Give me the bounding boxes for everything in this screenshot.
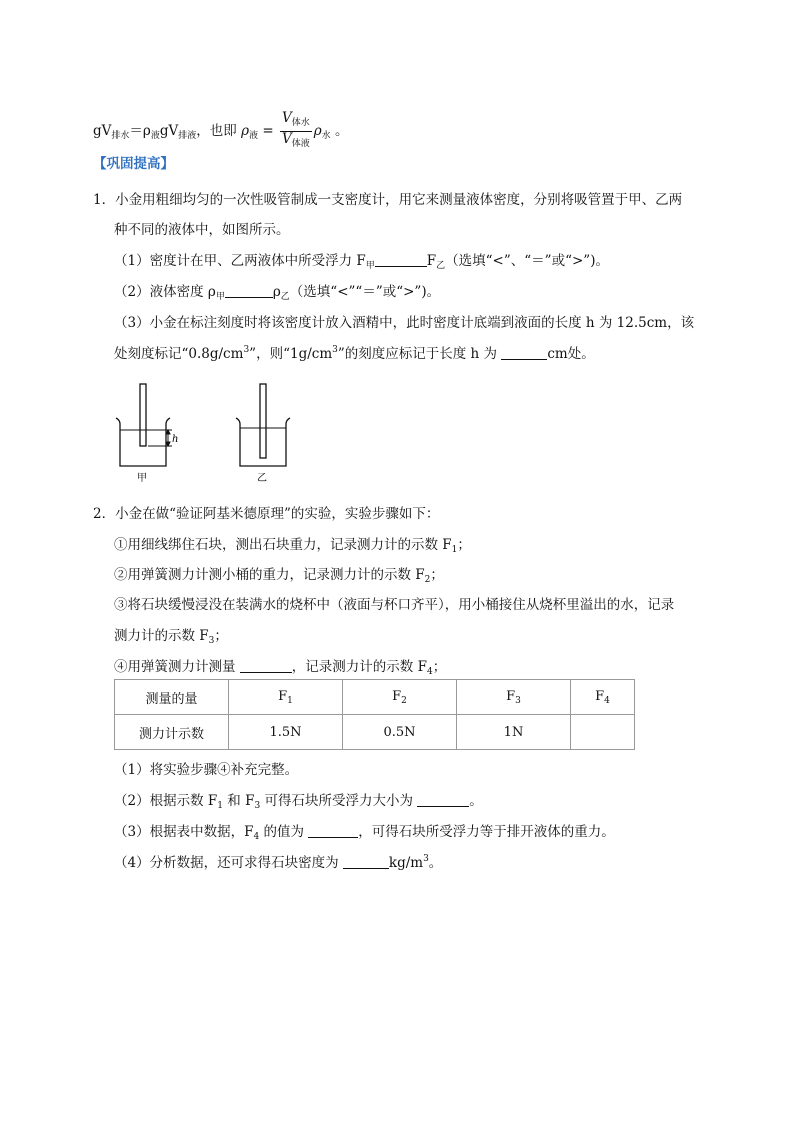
q2-stem: 2．小金在做“验证阿基米德原理”的实验，实验步骤如下： <box>93 506 440 522</box>
q1-part1-sub: 甲 <box>365 261 375 271</box>
q2-step4-text: ，记录测力计的示数 F <box>291 659 427 675</box>
q2-answer4-text: kg/m <box>388 855 424 871</box>
beaker-jia <box>116 418 170 466</box>
q1-part2 <box>114 280 440 302</box>
q2-step1-end: ； <box>457 537 471 553</box>
straw-yi <box>260 384 266 458</box>
formula-sub: 液 <box>150 131 160 141</box>
fraction-numerator: V <box>281 110 292 126</box>
figure-label-yi: 乙 <box>257 473 267 484</box>
measurement-table <box>114 679 635 750</box>
q1-part2-text: ρ <box>272 284 281 300</box>
q1-part2-text: （选填“<”“＝”或“>”)。 <box>289 284 441 300</box>
q1-part3-sup: 3 <box>243 345 250 355</box>
q1-part3-text: cm处。 <box>547 346 595 362</box>
q2-step2 <box>114 563 444 585</box>
q2-answer4 <box>114 851 442 871</box>
q2-answer2-text: （2）根据示数 F <box>114 793 218 809</box>
q1-part1-text: F <box>426 253 437 269</box>
table-header-cell: 测量的量 <box>115 680 229 715</box>
q2-answer2-text: 可得石块所受浮力大小为 <box>260 793 418 809</box>
answer-blank[interactable] <box>417 794 469 807</box>
formula-line <box>93 111 348 152</box>
q2-step1-sub: 1 <box>451 545 458 555</box>
q2-step2-text: ②用弹簧测力计测小桶的重力，记录测力计的示数 F <box>114 567 425 583</box>
table-cell: 测力计示数 <box>115 715 229 750</box>
q2-answer3-text: （3）根据表中数据，F <box>114 824 254 840</box>
q2-step4-end: ； <box>432 659 447 675</box>
q1-part3-sup: 3 <box>332 345 338 355</box>
formula-sub: 体水 <box>291 118 310 128</box>
q2-step3-line1: ③将石块缓慢浸没在装满水的烧杯中（液面与杯口齐平），用小桶接住从烧杯里溢出的水，记录 <box>114 597 675 613</box>
table-cell-empty[interactable] <box>571 715 635 750</box>
answer-blank[interactable] <box>375 254 427 267</box>
q1-part2-sub: 甲 <box>215 292 225 302</box>
hydrometer-figure <box>110 382 300 486</box>
q2-answer2-text: 。 <box>469 793 483 809</box>
q2-step2-sub: 2 <box>424 575 431 585</box>
table-cell: 1.5N <box>229 715 343 750</box>
q1-stem-line1: 1．小金用粗细均匀的一次性吸管制成一支密度计，用它来测量液体密度，分别将吸管置于甲、乙两 <box>93 192 683 208</box>
formula-end: 。 <box>330 123 349 139</box>
fraction-denominator: V <box>281 131 292 147</box>
answer-blank[interactable] <box>343 856 389 869</box>
q2-answer1: （1）将实验步骤④补充完整。 <box>114 762 299 778</box>
q2-answer3 <box>114 820 615 842</box>
formula-sub: 体液 <box>291 139 310 149</box>
formula-rho: ρ <box>313 123 322 139</box>
q2-step1-text: ①用细线绑住石块，测出石块重力，记录测力计的示数 F <box>114 537 452 553</box>
formula-sub: 水 <box>321 131 331 141</box>
q1-part3-text: ”的刻度应标记于长度 h 为 <box>337 346 502 362</box>
q2-answer2-sub: 3 <box>254 801 261 811</box>
q2-answer2-text: 和 F <box>222 793 255 809</box>
formula-g: g <box>159 123 169 139</box>
q1-part3-text: ”，则“1g/cm <box>249 346 333 362</box>
formula-eq: ＝ρ <box>129 123 151 139</box>
table-header-cell: $F_3$ <box>457 680 571 715</box>
formula-sub: 排液 <box>178 131 197 141</box>
formula-eq: = <box>258 123 278 139</box>
straw-jia <box>140 384 146 446</box>
answer-blank[interactable] <box>501 347 547 360</box>
q1-part3-line1: （3）小金在标注刻度时将该密度计放入酒精中，此时密度计底端到液面的长度 h 为 12.5cm，该 <box>114 315 695 331</box>
q1-stem-line2: 种不同的液体中，如图所示。 <box>114 222 290 238</box>
q2-answer3-text: ，可得石块所受浮力等于排开液体的重力。 <box>358 824 615 840</box>
formula-sub: 液 <box>249 131 259 141</box>
q1-part3-line2 <box>114 342 595 362</box>
q2-answer3-sub: 4 <box>253 832 260 842</box>
answer-blank[interactable] <box>308 825 358 838</box>
table-cell: 1N <box>457 715 571 750</box>
beaker-yi <box>236 418 290 466</box>
q2-answer3-text: 的值为 <box>259 824 309 840</box>
table-header-cell: $F_4$ <box>571 680 635 715</box>
q2-answer4-sup: 3 <box>423 854 429 864</box>
table-cell: 0.5N <box>343 715 457 750</box>
q1-part1-text: （选填“<”、“＝”或“>”)。 <box>445 253 609 269</box>
h-dimension-arrow <box>148 430 172 446</box>
q1-part1 <box>114 249 609 271</box>
q1-part1-text: （1）密度计在甲、乙两液体中所受浮力 F <box>114 253 366 269</box>
q1-part2-text: （2）液体密度 ρ <box>114 284 216 300</box>
q2-step4 <box>114 655 446 677</box>
formula-g: g <box>93 123 102 139</box>
q2-step4-sub: 4 <box>426 667 433 677</box>
formula-rho: ρ <box>241 123 250 139</box>
table-row <box>115 715 635 750</box>
table-header-row <box>115 680 635 715</box>
formula-v: V <box>168 123 179 139</box>
q2-step3-sub: 3 <box>208 636 215 646</box>
q2-answer2 <box>114 789 483 811</box>
q2-step2-end: ； <box>430 567 444 583</box>
q2-answer2-sub: 1 <box>217 801 223 811</box>
q2-step1 <box>114 533 471 555</box>
q2-step3-end: ； <box>214 628 228 644</box>
q2-step3-text: 测力计的示数 F <box>114 628 209 644</box>
q1-part3-text: 处刻度标记“0.8g/cm <box>114 346 244 362</box>
formula-fraction <box>280 111 312 152</box>
q2-step4-text: ④用弹簧测力计测量 <box>114 659 240 675</box>
answer-blank[interactable] <box>225 285 273 298</box>
figure-label-jia: 甲 <box>137 473 147 484</box>
table-header-cell: $F_2$ <box>343 680 457 715</box>
h-label: h <box>172 434 179 445</box>
formula-sub: 排水 <box>111 131 130 141</box>
q1-part2-sub: 乙 <box>280 292 290 302</box>
section-title: 【巩固提高】 <box>93 156 174 172</box>
answer-blank[interactable] <box>240 660 292 673</box>
q2-answer4-text: （4）分析数据，还可求得石块密度为 <box>114 855 343 871</box>
table-header-cell: $F_1$ <box>229 680 343 715</box>
formula-text: ，也即 <box>196 123 237 139</box>
q2-step3-line2 <box>114 624 228 646</box>
formula-v: V <box>101 123 112 139</box>
q2-answer4-text: 。 <box>428 855 443 871</box>
q1-part1-sub: 乙 <box>436 261 446 271</box>
